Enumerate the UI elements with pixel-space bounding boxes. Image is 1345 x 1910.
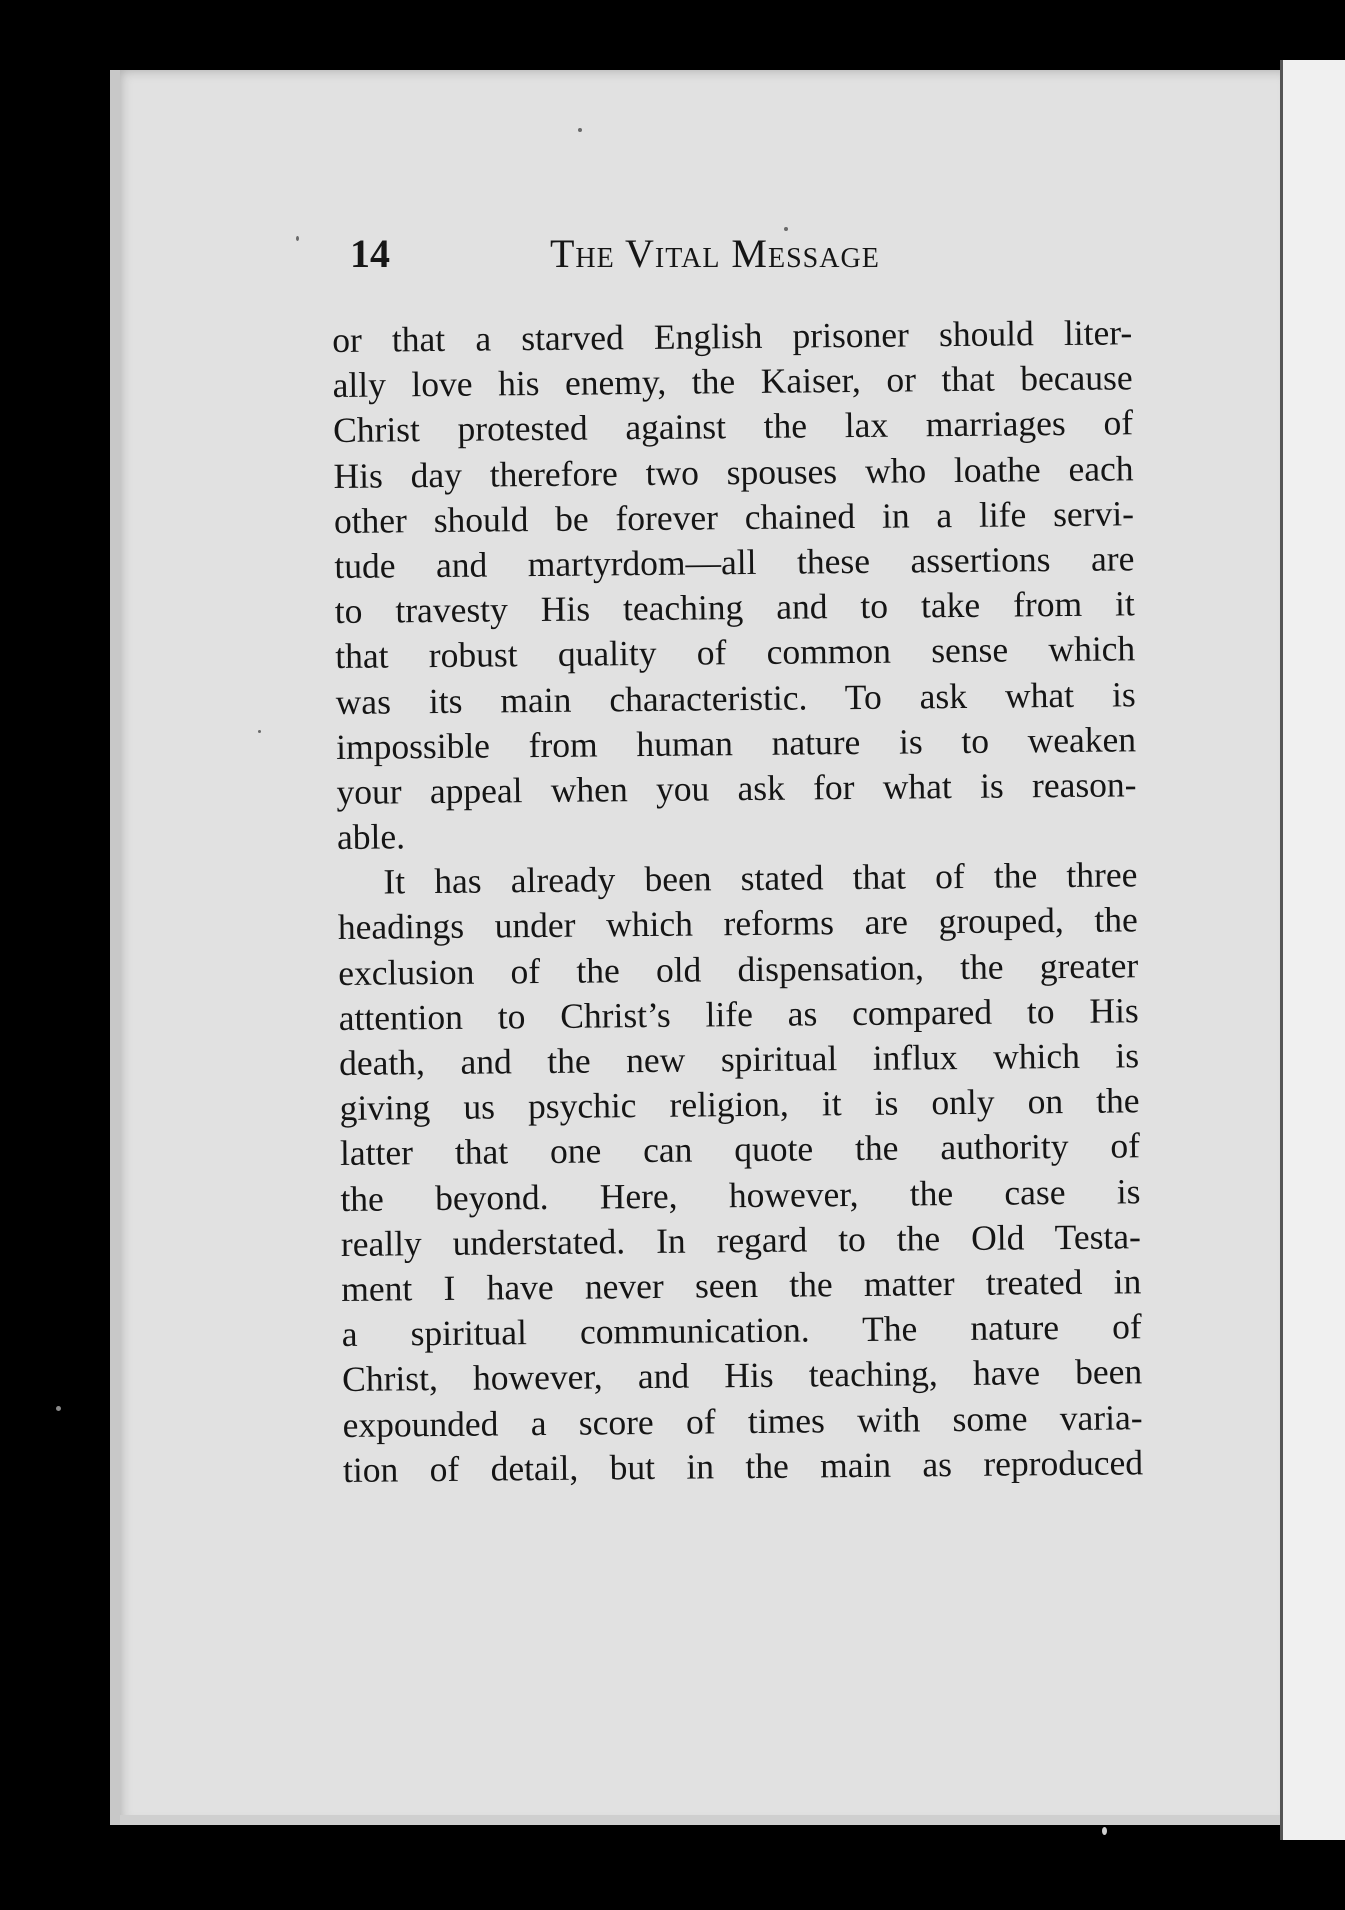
dust-speck (578, 128, 582, 132)
text-line: expounded a score of times with some varia- (342, 1396, 1143, 1445)
text-line: other should be forever chained in a life servi- (333, 493, 1135, 541)
text-line: Christ protested against the lax marriages of (332, 402, 1134, 451)
text-line: impossible from human nature is to weaken (335, 718, 1137, 767)
text-line: His day therefore two spouses who loathe each (333, 447, 1134, 496)
page-number: 14 (350, 231, 390, 276)
text-line: headings under which reforms are grouped, the (337, 899, 1139, 948)
text-line: latter that one can quote the authority of (339, 1125, 1141, 1174)
running-header (330, 230, 1130, 290)
text-line: exclusion of the old dispensation, the greater (338, 944, 1139, 993)
text-line: tion of detail, but in the main as reproduced (342, 1441, 1144, 1490)
dust-speck (56, 1406, 61, 1411)
text-line: to travesty His teaching and to take from it (334, 583, 1135, 632)
paragraph-start-line: It has already been stated that of the three (383, 854, 1138, 902)
text-line: the beyond. Here, however, the case is (340, 1170, 1141, 1219)
text-line: that robust quality of common sense which (335, 628, 1136, 677)
body-text (332, 310, 1143, 1493)
text-line: ment I have never seen the matter treated in (341, 1261, 1142, 1309)
facing-page-edge (1280, 60, 1345, 1840)
dust-speck (784, 227, 788, 231)
text-line: was its main characteristic. To ask what is (335, 673, 1136, 722)
text-line: able. (336, 816, 406, 858)
text-line: tude and martyrdom—all these assertions are (334, 538, 1135, 586)
text-line: your appeal when you ask for what is reason- (336, 764, 1137, 812)
text-line: ally love his enemy, the Kaiser, or that because (332, 357, 1133, 406)
text-line: death, and the new spiritual influx which is (338, 1035, 1140, 1083)
text-line: a spiritual communication. The nature of (341, 1306, 1142, 1355)
dust-speck (258, 730, 261, 733)
text-line: or that a starved English prisoner should liter- (332, 312, 1133, 360)
text-line: Christ, however, and His teaching, have been (341, 1351, 1143, 1400)
text-line: giving us psychic religion, it is only on the (339, 1080, 1140, 1129)
text-line: attention to Christ’s life as compared to His (338, 990, 1139, 1038)
dust-speck (1102, 1827, 1107, 1835)
running-title: The Vital Message (550, 231, 880, 276)
dust-speck (296, 236, 299, 241)
text-line: really understated. In regard to the Old Testa- (340, 1216, 1142, 1264)
